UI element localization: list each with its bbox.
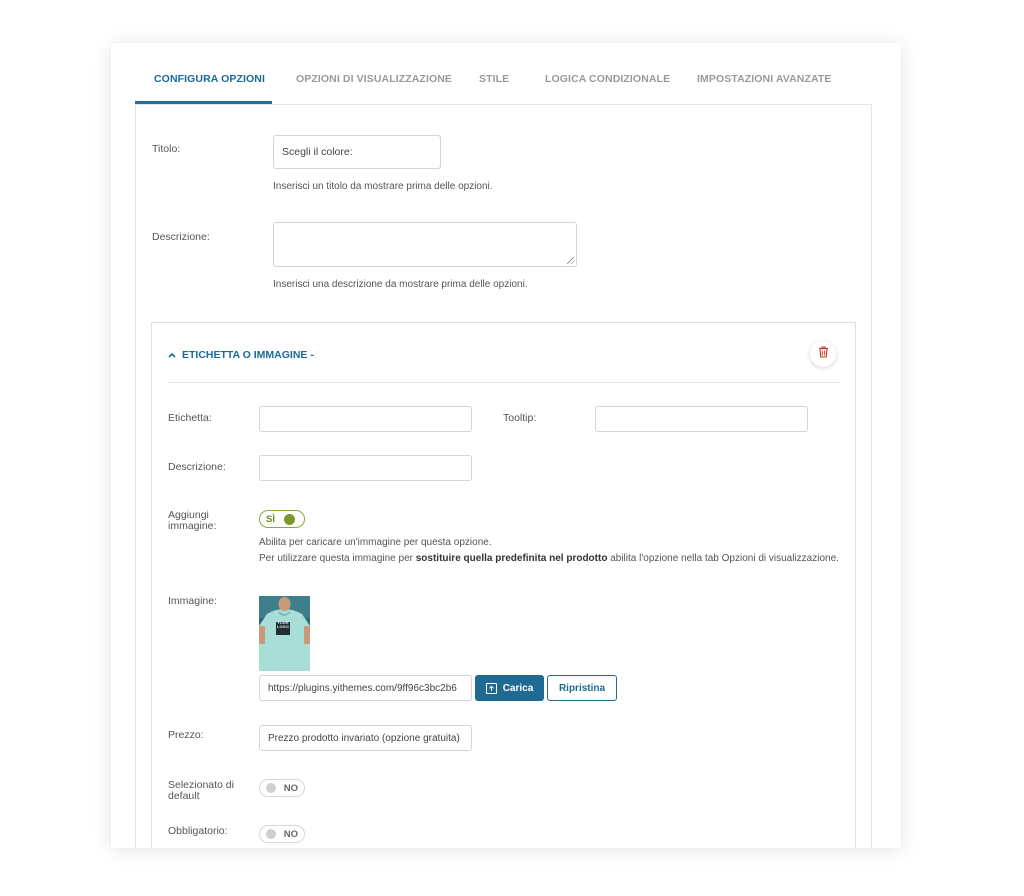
tooltip-label: Tooltip: bbox=[503, 412, 537, 424]
default-selected-toggle[interactable] bbox=[259, 779, 305, 797]
add-image-toggle-text: SÌ bbox=[266, 513, 275, 525]
price-label: Prezzo: bbox=[168, 729, 204, 741]
title-input[interactable]: Scegli il colore: bbox=[273, 135, 441, 169]
title-label: Titolo: bbox=[152, 143, 181, 155]
description-label: Descrizione: bbox=[152, 231, 210, 243]
option-label-label: Etichetta: bbox=[168, 412, 212, 424]
tooltip-input[interactable] bbox=[595, 406, 808, 432]
upload-button-label: Carica bbox=[502, 682, 534, 694]
image-label: Immagine: bbox=[168, 595, 218, 607]
option-description-label: Descrizione: bbox=[168, 461, 226, 473]
tab-configure-options[interactable]: CONFIGURA OPZIONI bbox=[154, 73, 265, 85]
tshirt-logo-text: YOUR LOGO bbox=[277, 620, 289, 629]
description-textarea[interactable] bbox=[273, 222, 577, 267]
toggle-knob bbox=[266, 829, 276, 839]
delete-option-button[interactable] bbox=[810, 341, 836, 367]
tab-advanced-settings[interactable]: IMPOSTAZIONI AVANZATE bbox=[697, 73, 832, 85]
chevron-up-icon bbox=[168, 350, 176, 361]
option-image-thumbnail bbox=[259, 596, 310, 671]
option-description-input[interactable] bbox=[259, 455, 472, 481]
add-image-hint-1: Abilita per caricare un'immagine per questa opzione. bbox=[259, 537, 492, 548]
option-header-divider bbox=[168, 382, 840, 383]
trash-icon bbox=[818, 345, 829, 363]
toggle-knob bbox=[284, 514, 295, 525]
required-toggle[interactable] bbox=[259, 825, 305, 843]
default-selected-toggle-text: NO bbox=[283, 782, 298, 794]
image-url-input[interactable]: https://plugins.yithemes.com/9ff96c3bc2b6 bbox=[259, 675, 472, 701]
option-header-title: ETICHETTA O IMMAGINE - bbox=[182, 349, 314, 361]
add-image-hint-2: Per utilizzare questa immagine per sostituire quella predefinita nel prodotto abilita l'opzione nella tab Opzioni di visualizzazione. bbox=[259, 553, 839, 564]
option-label-input[interactable] bbox=[259, 406, 472, 432]
tab-bar bbox=[135, 43, 877, 105]
add-image-label: Aggiungi immagine: bbox=[168, 509, 217, 532]
price-select[interactable]: Prezzo prodotto invariato (opzione gratuita) bbox=[259, 725, 472, 751]
tab-style[interactable]: STILE bbox=[479, 73, 510, 85]
title-hint: Inserisci un titolo da mostrare prima delle opzioni. bbox=[273, 181, 493, 192]
required-toggle-text: NO bbox=[283, 828, 298, 840]
option-header[interactable] bbox=[168, 349, 314, 361]
upload-button[interactable] bbox=[475, 675, 544, 701]
description-hint: Inserisci una descrizione da mostrare prima delle opzioni. bbox=[273, 279, 528, 290]
tab-conditional-logic[interactable]: LOGICA CONDIZIONALE bbox=[545, 73, 671, 85]
required-label: Obbligatorio: bbox=[168, 825, 228, 837]
default-selected-label: Selezionato di default bbox=[168, 779, 234, 802]
add-image-toggle[interactable] bbox=[259, 510, 305, 528]
options-card bbox=[111, 43, 901, 848]
toggle-knob bbox=[266, 783, 276, 793]
tab-display-options[interactable]: OPZIONI DI VISUALIZZAZIONE bbox=[296, 73, 453, 85]
upload-icon bbox=[486, 683, 497, 694]
reset-button[interactable]: Ripristina bbox=[547, 675, 617, 701]
option-panel bbox=[151, 322, 856, 848]
resize-grip-icon[interactable] bbox=[567, 257, 574, 264]
